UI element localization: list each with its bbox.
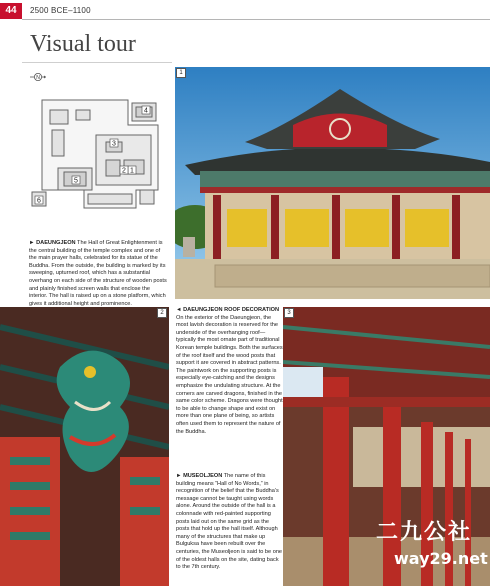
caption-museoljeon: [176, 473, 283, 572]
photo-number-badge: 2: [157, 308, 167, 318]
photo-number-badge: 3: [284, 308, 294, 318]
caption-heading: MUSEOLJEON: [183, 473, 223, 479]
arrow-right-icon: ►: [29, 240, 35, 246]
caption-heading: DAEUNGJEON: [36, 240, 76, 246]
plan-label-3: 3: [112, 140, 116, 148]
photo-roof-dragon-decoration: [0, 307, 169, 586]
caption-text: The name of this building means “Hall of No Words,” in recognition of the belief that the Buddha’s message cannot be taught using words alone. Around the outside of the hall is a colonnade with red-painted supporting posts laid out on the same grid as the posts that hold up the hall itself. Although many of the structures that make up Bulguksa have been rebuilt over the centuries, the Museoljeon is said to be one of the oldest halls on the site, dating back to the 7th century.: [176, 473, 283, 571]
photo-daeungjeon-hall: [175, 67, 490, 299]
caption-text: The Hall of Great Enlightenment is the central building of the temple complex and one of the main prayer halls, celebrated for its statue of the Buddha. From the outside, the building is marked by its sweeping, upturned roof, which has a substantial overhang on each side of the structure of wooden posts and plainly finished screen walls that enclose the interior. The hall is raised up on a stone platform, which gives it additional height and prominence.: [29, 240, 167, 307]
temple-site-plan: [28, 90, 168, 215]
svg-text:N: N: [36, 75, 40, 81]
header-rule: [22, 19, 490, 20]
caption-roof-decoration: [176, 307, 283, 436]
plan-label-5: 5: [74, 177, 78, 185]
caption-heading: DAEUNGJEON ROOF DECORATION: [183, 307, 280, 313]
watermark-url: way29.net: [394, 549, 488, 568]
arrow-left-icon: ◄: [176, 307, 182, 313]
plan-label-2: 2: [122, 167, 126, 175]
page-title: Visual tour: [30, 31, 136, 57]
running-header: [0, 0, 490, 20]
north-arrow-icon: [30, 71, 46, 83]
caption-text: On the exterior of the Daeungjeon, the most lavish decoration is reserved for the underside of the overhanging roof—typically the most ornate part of traditional Korean temple buildings. Both the surfaces of the roof itself and the wood posts that support it are covered in abstract patterns. The paintwork on the supporting posts is especially eye-catching and the designs emphasize the undulating structure. At the corners are carved dragons, finished in the same color scheme. Dragons were thought to be able to change shape and exist on more than one plane of being, so artists often used them to represent the nature of the Buddha.: [176, 314, 283, 435]
page-number: 44: [0, 3, 22, 19]
plan-label-6: 6: [37, 197, 41, 205]
watermark-text: 二九公社: [376, 520, 473, 545]
caption-daeungjeon: [29, 240, 169, 308]
title-rule: [22, 62, 172, 63]
arrow-right-icon: ►: [176, 473, 182, 479]
plan-label-1: 1: [130, 167, 134, 175]
plan-label-4: 4: [144, 107, 148, 115]
photo-number-badge: 1: [176, 68, 186, 78]
era-label: 2500 BCE–1100: [30, 6, 91, 15]
